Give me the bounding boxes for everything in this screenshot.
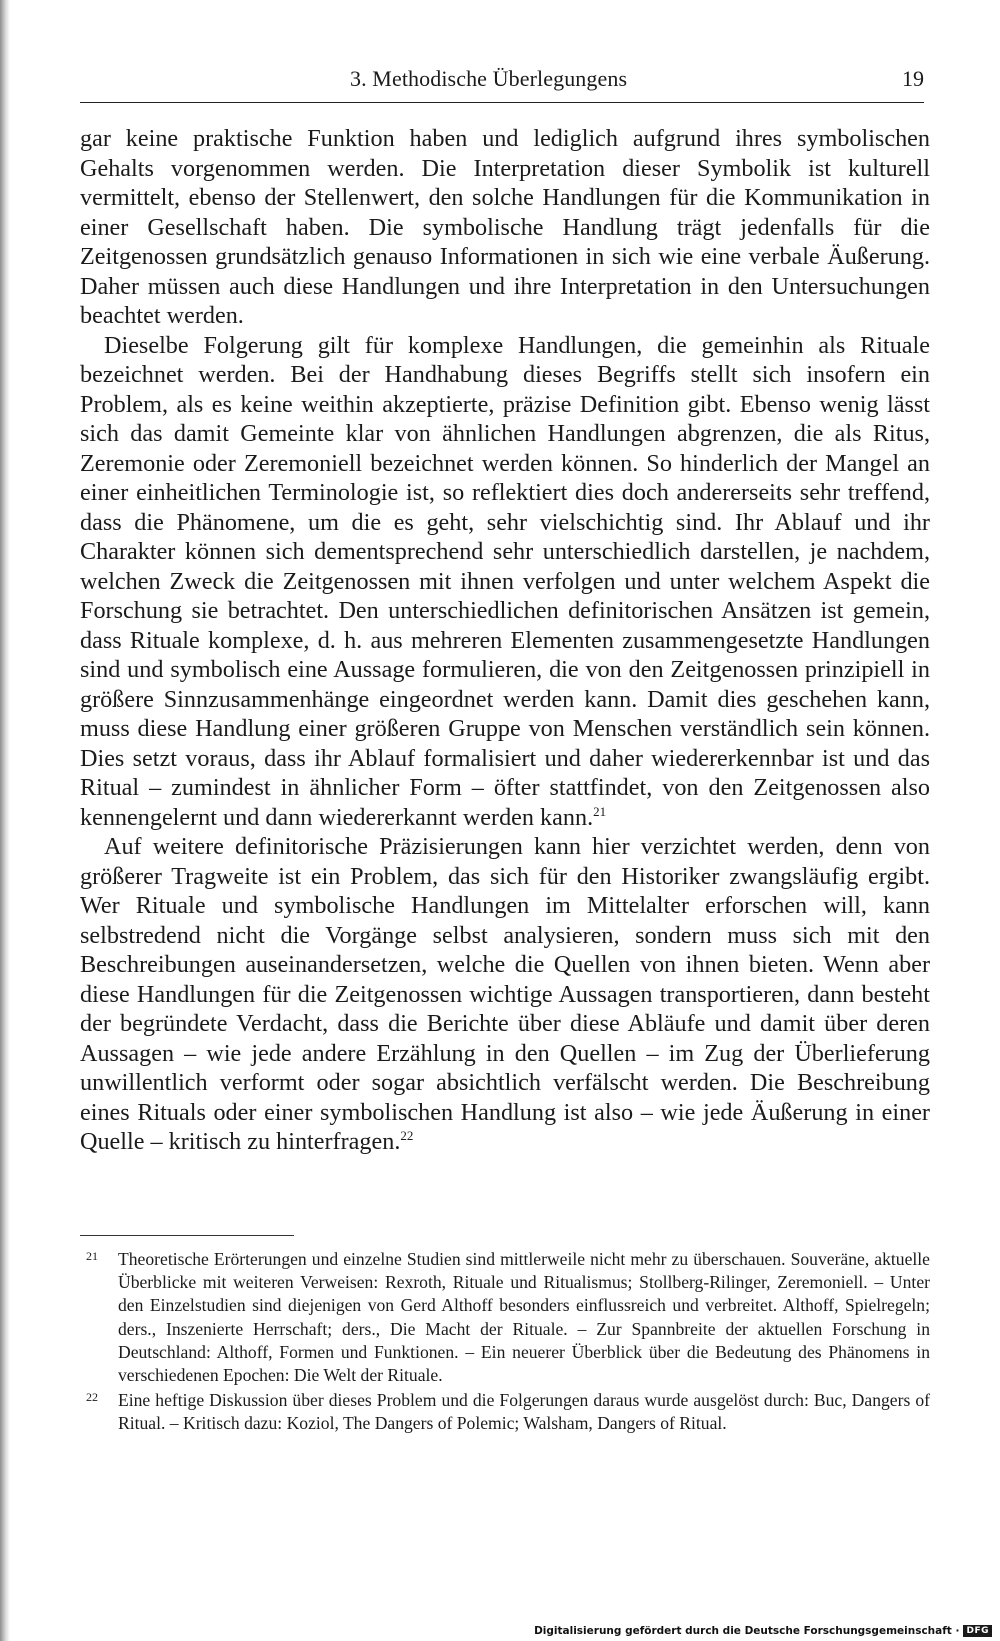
footnote-text: Eine heftige Diskussion über dieses Problem und die Folgerungen daraus wurde ausgelöst durch: Buc, Dangers of Ritual. – Kritisch dazu: Koziol, The Dangers of Polemic; Walsham, Dangers of Ritual. [118,1390,930,1434]
footnote-number: 21 [86,1249,98,1263]
paragraph-2-text: Dieselbe Folgerung gilt für komplexe Handlungen, die gemeinhin als Rituale bezeichnet werden. Bei der Handhabung dieses Begriffs stellt sich insofern ein Problem, als es keine weithin akzeptierte, präzise Definition gibt. Ebenso wenig lässt sich das damit Gemeinte klar von ähnlichen Handlungen abgrenzen, die als Ritus, Zeremonie oder Zeremoniell bezeichnet werden können. So hinderlich der Mangel an einer einheitlichen Terminologie ist, so reflektiert dies doch andererseits sehr treffend, dass die Phänomene, um die es geht, sehr vielschichtig sind. Ihr Ablauf und ihr Charakter können sich dementsprechend sehr unterschiedlich darstellen, je nachdem, welchen Zweck die Zeitgenossen mit ihnen verfolgen und unter welchem Aspekt die Forschung sie betrachtet. Den unterschiedlichen definitorischen Ansätzen ist gemein, dass Rituale komplexe, d. h. aus mehreren Elementen zusammengesetzte Handlungen sind und symbolisch eine Aussage formulieren, die von den Zeitgenossen prinzipiell in größere Sinnzusammenhänge eingeordnet werden kann. Damit dies geschehen kann, muss diese Handlung einer größeren Gruppe von Menschen verständlich sein können. Dies setzt voraus, dass ihr Ablauf formalisiert und daher wiedererkennbar ist und das Ritual – zumindest in ähnlicher Form – öfter stattfindet, von den Zeitgenossen also kennengelernt und dann wiedererkannt werden kann. [80,331,930,831]
footnote-text: Theoretische Erörterungen und einzelne Studien sind mittlerweile nicht mehr zu überschauen. Souveräne, aktuelle Überblicke mit weiteren Verweisen: Rexroth, Rituale und Ritualismus; Stollberg-Rilinger, Zeremoniell. – Unter den Einzelstudien sind diejenigen von Gerd Althoff besonders einflussreich und verbreitet. Althoff, Spielregeln; ders., Inszenierte Herrschaft; ders., Die Macht der Rituale. – Zur Spannbreite der aktuellen Forschung in Deutschland: Althoff, Formen und Funktionen. – Ein neuerer Überblick über die Bedeutung des Phänomens in verschiedenen Epochen: Die Welt der Rituale. [118,1249,930,1386]
paragraph-3-text: Auf weitere definitorische Präzisierungen kann hier verzichtet werden, denn von größerer Tragweite ist ein Problem, das sich für den Historiker zwangsläufig ergibt. Wer Rituale und symbolische Handlungen im Mittelalter erforschen will, kann selbstredend nicht die Vorgänge selbst analysieren, sondern muss sich mit den Beschreibungen auseinandersetzen, welche die Quellen von ihnen bieten. Wenn aber diese Handlungen für die Zeitgenossen wichtige Aussagen transportieren, dann besteht der begründete Verdacht, dass die Berichte über diese Abläufe und damit über deren Aussagen – wie jede andere Erzählung in den Quellen – im Zug der Überlieferung unwillentlich verformt oder sogar absichtlich verfälscht werden. Die Beschreibung eines Rituals oder einer symbolischen Handlung ist also – wie jede Äußerung in einer Quelle – kritisch zu hinterfragen. [80,833,930,1155]
footnote-22 [80,1389,930,1435]
paragraph-1-text: gar keine praktische Funktion haben und lediglich aufgrund ihres symbolischen Gehalts vorgenommen werden. Die Interpretation dieser Symbolik ist kulturell vermittelt, ebenso der Stellenwert, den solche Handlungen für die Kommunikation in einer Gesellschaft haben. Die symbolische Handlung trägt jedenfalls für die Zeitgenossen grundsätzlich genauso Informationen in sich wie eine verbale Äußerung. Daher müssen auch diese Handlungen und ihre Interpretation in den Untersuchungen beachtet werden. [80,125,930,329]
credit-text: Digitalisierung gefördert durch die Deutsche Forschungsgemeinschaft · [534,1625,960,1637]
running-title: 3. Methodische Überlegungens [350,66,628,91]
footnote-divider [80,1235,294,1236]
footnote-number: 22 [86,1390,98,1405]
digitization-credit [534,1625,992,1637]
dfg-logo: DFG [963,1625,992,1637]
footnote-ref-22[interactable]: 22 [400,1127,414,1143]
paragraph-2 [80,331,930,833]
body-text [80,124,930,1157]
footnote-ref-21[interactable]: 21 [593,803,607,819]
running-head [80,62,924,103]
footnote-21 [80,1248,930,1387]
footnotes [80,1248,930,1438]
paragraph-1 [80,124,930,331]
page-number: 19 [902,66,924,91]
paragraph-3 [80,832,930,1157]
